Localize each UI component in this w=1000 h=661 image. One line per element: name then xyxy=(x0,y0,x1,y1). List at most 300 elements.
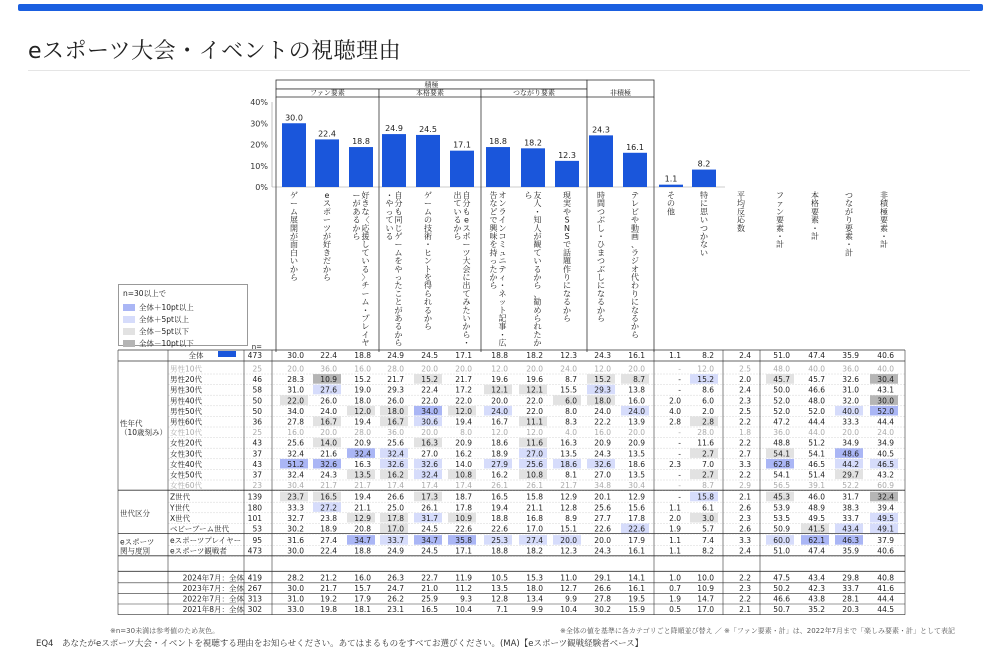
trend-cell: 41.6 xyxy=(877,583,894,593)
y-tick-label: 10% xyxy=(250,161,268,171)
column-label: つながり要素・計 xyxy=(845,191,853,258)
table-cell: 30.6 xyxy=(421,417,438,427)
table-cell: 21.7 xyxy=(560,481,577,491)
table-cell: 32.4 xyxy=(287,449,304,459)
table-cell: 8.9 xyxy=(565,513,577,523)
table-cell: 19.4 xyxy=(354,417,371,427)
bar xyxy=(382,134,406,187)
table-cell: 34.8 xyxy=(594,481,611,491)
table-cell: 29.3 xyxy=(594,385,611,395)
table-cell: 16.3 xyxy=(421,438,438,448)
table-cell: 34.9 xyxy=(877,438,894,448)
table-cell: 26.1 xyxy=(421,503,438,513)
table-cell: 56.5 xyxy=(773,481,790,491)
table-cell: 17.0 xyxy=(387,524,404,534)
table-cell: 31.7 xyxy=(421,513,438,523)
table-cell: 12.3 xyxy=(560,351,577,360)
data-row-n: 25 xyxy=(252,364,262,374)
column-label: 自分も同じゲームをやったことがあるから・やっている xyxy=(385,191,403,348)
section-label: 性年代（10歳刻み） xyxy=(120,419,168,438)
table-cell: - xyxy=(678,438,681,448)
table-cell: 24.0 xyxy=(491,406,508,416)
trend-cell: 1.9 xyxy=(669,594,681,604)
table-cell: 53.5 xyxy=(773,513,790,523)
table-cell: 35.8 xyxy=(455,536,472,546)
section-label: eスポーツ関与度別 xyxy=(120,537,155,556)
table-cell: 30.4 xyxy=(287,481,304,491)
table-cell: 38.3 xyxy=(842,503,859,513)
legend-swatch xyxy=(123,316,135,323)
trend-cell: 13.4 xyxy=(526,594,543,604)
table-cell: 1.1 xyxy=(669,351,681,360)
trend-cell: 35.2 xyxy=(808,605,825,615)
table-cell: - xyxy=(678,449,681,459)
table-cell: 24.0 xyxy=(628,406,645,416)
table-cell: 21.6 xyxy=(320,449,337,459)
table-cell: 18.0 xyxy=(594,396,611,406)
table-cell: 33.3 xyxy=(842,417,859,427)
total-row-label: 全体 xyxy=(188,351,204,360)
table-cell: 30.0 xyxy=(287,546,304,556)
column-label: 特に思いつかない xyxy=(700,191,708,258)
table-cell: 2.0 xyxy=(739,375,751,385)
trend-cell: 14.1 xyxy=(628,573,645,583)
bar-value-label: 18.8 xyxy=(489,137,507,147)
table-cell: 19.4 xyxy=(455,417,472,427)
legend-item xyxy=(123,313,243,325)
data-row-label: 女性20代 xyxy=(170,438,203,448)
data-row-n: 25 xyxy=(252,428,262,438)
table-cell: 17.1 xyxy=(455,351,472,360)
group-tsunagari-label: つながり要素 xyxy=(513,89,555,97)
data-row-label: Y世代 xyxy=(170,503,190,513)
table-cell: 49.1 xyxy=(877,524,894,534)
table-cell: 32.0 xyxy=(842,396,859,406)
table-cell: - xyxy=(678,481,681,491)
table-cell: 17.4 xyxy=(421,481,438,491)
table-cell: 20.9 xyxy=(455,438,472,448)
data-row-n: 95 xyxy=(252,536,262,546)
section-label: 世代区分 xyxy=(120,508,150,518)
column-label: 本格要素・計 xyxy=(811,191,819,241)
table-cell: 16.0 xyxy=(594,428,611,438)
table-cell: - xyxy=(678,385,681,395)
table-cell: 20.0 xyxy=(628,428,645,438)
table-cell: 2.3 xyxy=(739,396,751,406)
table-cell: 2.8 xyxy=(669,417,681,427)
table-cell: 34.7 xyxy=(421,536,438,546)
table-cell: 18.8 xyxy=(491,513,508,523)
table-cell: 20.0 xyxy=(421,364,438,374)
bar-value-label: 8.2 xyxy=(697,159,711,169)
table-cell: 15.2 xyxy=(421,375,438,385)
table-cell: 18.8 xyxy=(354,351,371,360)
legend-box xyxy=(118,284,248,346)
trend-cell: 33.7 xyxy=(842,583,859,593)
table-cell: 3.3 xyxy=(739,536,751,546)
trend-cell: 28.1 xyxy=(842,594,859,604)
data-row-n: 37 xyxy=(252,470,262,480)
bar xyxy=(692,170,716,187)
table-cell: 2.0 xyxy=(702,406,714,416)
table-cell: 8.2 xyxy=(702,351,714,360)
data-row-n: 50 xyxy=(252,406,262,416)
table-cell: 24.5 xyxy=(421,546,438,556)
table-cell: 18.6 xyxy=(560,459,577,469)
table-cell: 4.0 xyxy=(669,406,681,416)
total-swatch xyxy=(218,351,236,357)
bar-value-label: 1.1 xyxy=(664,174,678,184)
trend-cell: 18.1 xyxy=(354,605,371,615)
trend-cell: 28.2 xyxy=(287,573,304,583)
table-cell: 12.3 xyxy=(560,546,577,556)
bar xyxy=(416,135,440,187)
table-cell: 11.6 xyxy=(526,438,543,448)
group-honkaku-label: 本格要素 xyxy=(416,89,444,97)
data-row-label: eスポーツ観戦者 xyxy=(170,546,227,556)
trend-cell: 44.4 xyxy=(877,594,894,604)
trend-cell: 26.2 xyxy=(387,594,404,604)
data-row-n: 46 xyxy=(252,375,262,385)
table-cell: 13.5 xyxy=(628,470,645,480)
table-cell: 25.6 xyxy=(594,503,611,513)
table-cell: 10.8 xyxy=(526,470,543,480)
table-cell: 48.9 xyxy=(808,503,825,513)
bar-value-label: 18.8 xyxy=(352,137,370,147)
table-cell: 46.0 xyxy=(808,492,825,502)
table-cell: 11.6 xyxy=(697,438,714,448)
table-cell: 43.1 xyxy=(877,385,894,395)
column-label: 自分も e スポーツ大会に出てみたいから・出ているから xyxy=(453,191,471,348)
table-cell: 36.0 xyxy=(387,428,404,438)
bar-value-label: 24.9 xyxy=(385,124,403,134)
table-cell: 32.6 xyxy=(594,459,611,469)
table-cell: 15.8 xyxy=(526,492,543,502)
table-cell: 19.6 xyxy=(491,375,508,385)
table-cell: 8.0 xyxy=(460,428,472,438)
table-cell: 17.9 xyxy=(628,536,645,546)
table-cell: 15.6 xyxy=(628,503,645,513)
trend-cell: 19.2 xyxy=(320,594,337,604)
table-cell: 50.9 xyxy=(773,524,790,534)
table-cell: 12.0 xyxy=(697,364,714,374)
bar xyxy=(450,151,474,187)
table-cell: 2.6 xyxy=(739,503,751,513)
table-cell: 26.0 xyxy=(320,396,337,406)
trend-label: 2024年7月：全体 xyxy=(182,573,244,583)
table-cell: 40.0 xyxy=(842,406,859,416)
table-cell: 2.0 xyxy=(669,513,681,523)
table-cell: 21.1 xyxy=(526,503,543,513)
table-cell: 19.6 xyxy=(526,375,543,385)
table-cell: 22.0 xyxy=(526,406,543,416)
table-cell: 16.2 xyxy=(387,470,404,480)
bar-value-label: 24.3 xyxy=(592,125,610,135)
table-cell: 20.0 xyxy=(594,536,611,546)
trend-cell: 12.8 xyxy=(491,594,508,604)
bar xyxy=(521,148,545,187)
bar xyxy=(282,123,306,187)
table-cell: 15.2 xyxy=(697,375,714,385)
table-cell: 16.0 xyxy=(628,396,645,406)
table-cell: 32.6 xyxy=(842,375,859,385)
table-cell: 18.9 xyxy=(320,524,337,534)
table-cell: 12.0 xyxy=(526,428,543,438)
footnote-sort: ※全体の値を基準に各カテゴリごと降順並び替え ／ ※「ファン要素・計」は、2022年7月まで「楽しみ要素・計」として表記 xyxy=(560,627,956,635)
table-cell: 52.0 xyxy=(808,406,825,416)
table-cell: 14.0 xyxy=(455,459,472,469)
table-cell: 39.1 xyxy=(808,481,825,491)
table-cell: 40.0 xyxy=(877,364,894,374)
legend-label: 全体－10pt以下 xyxy=(139,338,194,348)
trend-n: 302 xyxy=(247,605,262,615)
trend-cell: 47.5 xyxy=(773,573,790,583)
table-cell: 12.8 xyxy=(560,503,577,513)
table-cell: 20.0 xyxy=(628,364,645,374)
table-cell: 25.3 xyxy=(491,536,508,546)
column-label: 友人・知人が観ているから、勧められたから xyxy=(524,191,542,348)
table-cell: 34.9 xyxy=(842,438,859,448)
table-cell: 24.0 xyxy=(594,406,611,416)
table-cell: 23.8 xyxy=(320,513,337,523)
table-cell: 26.0 xyxy=(387,396,404,406)
table-cell: 44.2 xyxy=(842,459,859,469)
table-cell: 11.1 xyxy=(526,417,543,427)
data-row-label: 女性60代 xyxy=(170,481,203,491)
table-cell: 18.7 xyxy=(455,492,472,502)
bar-value-label: 18.2 xyxy=(524,138,542,148)
table-cell: 22.2 xyxy=(594,417,611,427)
table-cell: 16.3 xyxy=(354,459,371,469)
table-cell: 46.3 xyxy=(842,536,859,546)
table-cell: 2.2 xyxy=(739,438,751,448)
data-row-label: 男性30代 xyxy=(170,385,203,395)
table-cell: 31.7 xyxy=(842,492,859,502)
trend-cell: 21.0 xyxy=(421,583,438,593)
table-cell: 27.6 xyxy=(320,385,337,395)
trend-cell: 33.0 xyxy=(287,605,304,615)
column-label: 現実や S N S で話題作りになるから xyxy=(563,191,571,323)
bar-value-label: 24.5 xyxy=(419,124,437,134)
table-cell: 16.2 xyxy=(455,449,472,459)
trend-cell: 29.8 xyxy=(842,573,859,583)
trend-cell: 50.7 xyxy=(773,605,790,615)
table-cell: 62.1 xyxy=(808,536,825,546)
bar-value-label: 22.4 xyxy=(318,129,336,139)
table-cell: 17.3 xyxy=(421,492,438,502)
table-cell: 18.8 xyxy=(491,546,508,556)
table-cell: 44.0 xyxy=(808,428,825,438)
table-cell: 2.5 xyxy=(739,406,751,416)
table-cell: 26.1 xyxy=(526,481,543,491)
table-cell: 22.6 xyxy=(628,524,645,534)
trend-cell: 20.3 xyxy=(842,605,859,615)
table-cell: 24.3 xyxy=(320,470,337,480)
table-cell: 17.4 xyxy=(387,481,404,491)
table-cell: 8.3 xyxy=(565,417,577,427)
table-cell: 23.7 xyxy=(287,492,304,502)
table-cell: 29.3 xyxy=(387,385,404,395)
trend-cell: 42.3 xyxy=(808,583,825,593)
table-cell: 16.1 xyxy=(628,351,645,360)
table-cell: 30.4 xyxy=(628,481,645,491)
table-cell: 12.0 xyxy=(491,364,508,374)
table-cell: 20.0 xyxy=(320,428,337,438)
table-cell: 36.0 xyxy=(842,364,859,374)
table-cell: 16.2 xyxy=(491,470,508,480)
table-cell: 20.0 xyxy=(842,428,859,438)
table-cell: 24.5 xyxy=(421,524,438,534)
trend-cell: 43.4 xyxy=(808,573,825,583)
table-cell: 32.4 xyxy=(354,449,371,459)
trend-cell: 0.7 xyxy=(669,583,681,593)
table-cell: 46.5 xyxy=(808,459,825,469)
trend-cell: 13.5 xyxy=(491,583,508,593)
table-cell: 45.7 xyxy=(808,375,825,385)
trend-cell: 18.0 xyxy=(526,583,543,593)
table-cell: 47.4 xyxy=(808,351,825,360)
bar xyxy=(349,147,373,187)
bar xyxy=(555,161,579,187)
table-cell: 15.1 xyxy=(560,524,577,534)
table-cell: 3.0 xyxy=(702,513,714,523)
table-cell: 6.0 xyxy=(702,396,714,406)
column-label: 時間つぶし・ひまつぶしになるから xyxy=(597,191,605,323)
table-cell: 32.6 xyxy=(421,459,438,469)
trend-cell: 22.7 xyxy=(421,573,438,583)
table-cell: 18.8 xyxy=(354,546,371,556)
table-cell: 24.5 xyxy=(421,351,438,360)
trend-cell: 9.3 xyxy=(460,594,472,604)
table-cell: 2.4 xyxy=(739,546,751,556)
table-cell: 24.3 xyxy=(594,546,611,556)
table-cell: 2.0 xyxy=(669,396,681,406)
column-label: 非積極要素・計 xyxy=(880,191,888,250)
table-cell: 6.0 xyxy=(565,396,577,406)
legend-label: 全体＋5pt以上 xyxy=(139,314,189,324)
table-cell: 18.2 xyxy=(526,351,543,360)
table-cell: 21.7 xyxy=(354,481,371,491)
table-cell: 48.6 xyxy=(842,449,859,459)
table-cell: 22.0 xyxy=(421,396,438,406)
trend-cell: 16.1 xyxy=(628,583,645,593)
table-cell: 2.7 xyxy=(702,470,714,480)
table-cell: 12.1 xyxy=(526,385,543,395)
table-cell: 44.4 xyxy=(877,417,894,427)
table-cell: 22.6 xyxy=(491,524,508,534)
data-row-label: ベビーブーム世代 xyxy=(170,524,230,534)
table-cell: 8.7 xyxy=(633,375,645,385)
trend-cell: 10.4 xyxy=(560,605,577,615)
table-cell: 10.9 xyxy=(455,513,472,523)
trend-cell: 16.0 xyxy=(354,573,371,583)
legend-swatch xyxy=(123,304,135,311)
table-cell: 2.2 xyxy=(739,470,751,480)
table-cell: 24.9 xyxy=(387,351,404,360)
table-cell: 2.6 xyxy=(739,524,751,534)
bar xyxy=(486,147,510,187)
trend-cell: 16.5 xyxy=(421,605,438,615)
table-cell: 30.2 xyxy=(287,524,304,534)
page-title: eスポーツ大会・イベントの視聴理由 xyxy=(28,39,402,64)
table-cell: 17.8 xyxy=(455,503,472,513)
table-cell: 20.0 xyxy=(455,364,472,374)
table-cell: 21.1 xyxy=(354,503,371,513)
table-cell: 17.4 xyxy=(455,481,472,491)
trend-n: 267 xyxy=(247,583,262,593)
table-cell: 27.9 xyxy=(491,459,508,469)
table-cell: 22.0 xyxy=(287,396,304,406)
trend-cell: 10.9 xyxy=(697,583,714,593)
trend-cell: 9.9 xyxy=(565,594,577,604)
table-cell: 12.1 xyxy=(491,385,508,395)
legend-item xyxy=(123,325,243,337)
table-cell: 15.2 xyxy=(594,375,611,385)
trend-cell: 24.7 xyxy=(387,583,404,593)
table-cell: 16.0 xyxy=(354,364,371,374)
table-cell: 8.6 xyxy=(702,385,714,395)
table-cell: 8.0 xyxy=(565,406,577,416)
table-cell: - xyxy=(678,492,681,502)
trend-cell: 2.1 xyxy=(739,605,751,615)
table-cell: 2.4 xyxy=(739,351,751,360)
table-cell: 8.7 xyxy=(702,481,714,491)
table-cell: 45.3 xyxy=(773,492,790,502)
table-cell: 16.8 xyxy=(526,513,543,523)
data-row-label: 女性40代 xyxy=(170,459,203,469)
trend-n: 419 xyxy=(247,573,262,583)
table-cell: 44.4 xyxy=(808,417,825,427)
trend-n: 313 xyxy=(247,594,262,604)
trend-cell: 27.8 xyxy=(594,594,611,604)
table-cell: 16.7 xyxy=(491,417,508,427)
table-cell: 2.7 xyxy=(702,449,714,459)
table-cell: 17.0 xyxy=(526,524,543,534)
table-cell: 35.9 xyxy=(842,546,859,556)
table-cell: 32.6 xyxy=(387,459,404,469)
table-cell: 36.0 xyxy=(773,428,790,438)
table-cell: 52.2 xyxy=(842,481,859,491)
bar-value-label: 30.0 xyxy=(285,113,303,123)
table-cell: 24.0 xyxy=(560,364,577,374)
table-cell: 53.9 xyxy=(773,503,790,513)
table-cell: 18.6 xyxy=(491,438,508,448)
trend-label: 2023年7月：全体 xyxy=(182,583,244,593)
data-row-n: 36 xyxy=(252,417,262,427)
table-cell: 26.1 xyxy=(491,481,508,491)
table-cell: 18.2 xyxy=(526,546,543,556)
trend-cell: 10.4 xyxy=(455,605,472,615)
table-cell: 51.2 xyxy=(808,438,825,448)
trend-cell: 11.0 xyxy=(560,573,577,583)
table-cell: 22.6 xyxy=(455,524,472,534)
table-cell: 41.5 xyxy=(808,524,825,534)
column-label: その他 xyxy=(667,191,675,217)
table-cell: 12.9 xyxy=(354,513,371,523)
table-cell: 20.9 xyxy=(594,438,611,448)
trend-cell: 9.9 xyxy=(531,605,543,615)
table-cell: 18.0 xyxy=(387,406,404,416)
table-cell: - xyxy=(678,364,681,374)
bar xyxy=(623,153,647,187)
table-cell: 16.7 xyxy=(387,417,404,427)
table-cell: 18.8 xyxy=(491,351,508,360)
table-cell: - xyxy=(678,375,681,385)
table-cell: 32.6 xyxy=(320,459,337,469)
table-cell: 22.4 xyxy=(421,385,438,395)
bar-value-label: 17.1 xyxy=(453,140,471,150)
table-cell: 20.0 xyxy=(491,396,508,406)
